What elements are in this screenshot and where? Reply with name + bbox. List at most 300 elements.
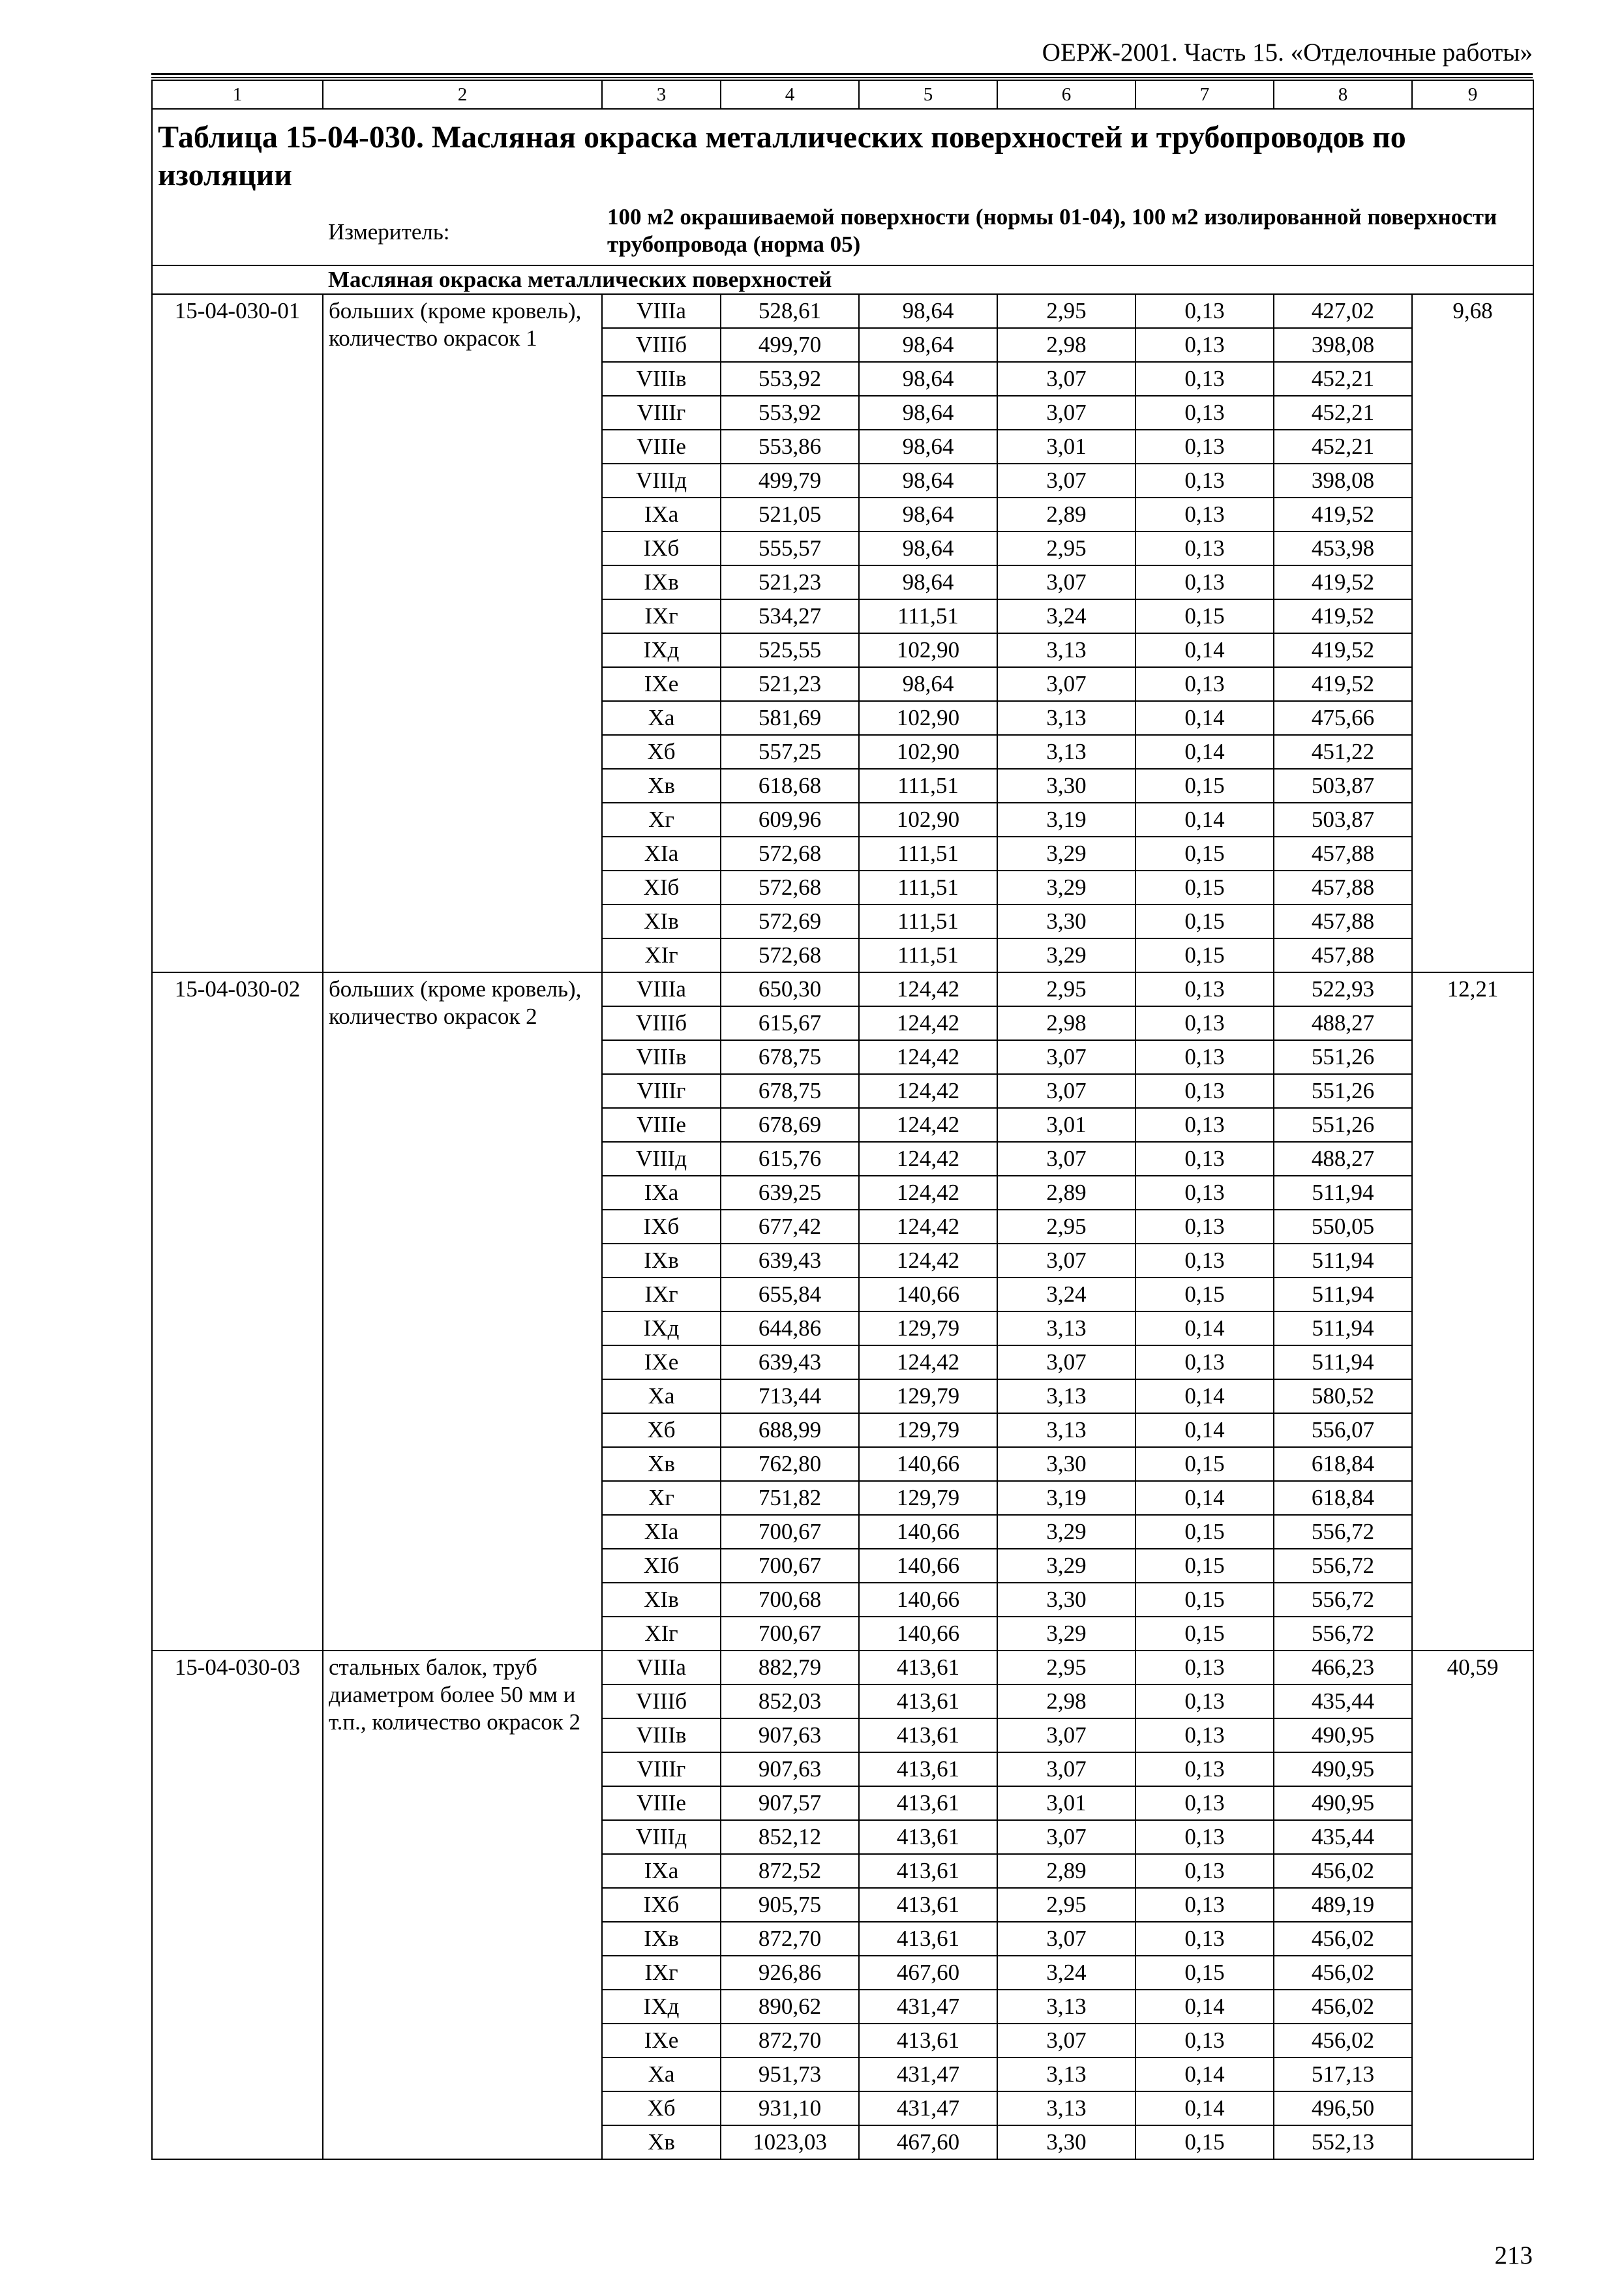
- table-title: Таблица 15-04-030. Масляная окраска металлических поверхностей и трубопроводов по изоляции: [152, 109, 1533, 200]
- total-cost-cell: 639,43: [721, 1345, 859, 1379]
- driver-wages-cell: 0,14: [1135, 2057, 1274, 2091]
- machine-cost-cell: 3,01: [997, 430, 1135, 464]
- materials-cell: 496,50: [1274, 2091, 1412, 2125]
- region-cell: VIIIв: [602, 1718, 721, 1752]
- machine-cost-cell: 3,07: [997, 1244, 1135, 1278]
- materials-cell: 551,26: [1274, 1074, 1412, 1108]
- norm-code-cell: 15-04-030-01: [152, 294, 323, 972]
- region-cell: IXв: [602, 565, 721, 599]
- page-number: 213: [1494, 2241, 1533, 2269]
- total-cost-cell: 557,25: [721, 735, 859, 769]
- materials-cell: 618,84: [1274, 1447, 1412, 1481]
- machine-cost-cell: 3,01: [997, 1108, 1135, 1142]
- materials-cell: 466,23: [1274, 1651, 1412, 1684]
- wages-cell: 98,64: [859, 396, 997, 430]
- driver-wages-cell: 0,13: [1135, 328, 1274, 362]
- norm-code-cell: 15-04-030-02: [152, 972, 323, 1651]
- section-title: Масляная окраска металлических поверхностей: [323, 265, 1533, 294]
- machine-cost-cell: 2,95: [997, 1210, 1135, 1244]
- driver-wages-cell: 0,15: [1135, 769, 1274, 803]
- machine-cost-cell: 3,13: [997, 1990, 1135, 2024]
- machine-cost-cell: 3,07: [997, 1074, 1135, 1108]
- wages-cell: 431,47: [859, 2057, 997, 2091]
- region-cell: IXа: [602, 498, 721, 531]
- materials-cell: 398,08: [1274, 328, 1412, 362]
- wages-cell: 98,64: [859, 531, 997, 565]
- wages-cell: 413,61: [859, 1718, 997, 1752]
- wages-cell: 413,61: [859, 1854, 997, 1888]
- total-cost-cell: 951,73: [721, 2057, 859, 2091]
- total-cost-cell: 882,79: [721, 1651, 859, 1684]
- driver-wages-cell: 0,15: [1135, 871, 1274, 905]
- region-cell: IXе: [602, 2024, 721, 2057]
- wages-cell: 98,64: [859, 294, 997, 328]
- total-cost-cell: 751,82: [721, 1481, 859, 1515]
- total-cost-cell: 618,68: [721, 769, 859, 803]
- materials-cell: 451,22: [1274, 735, 1412, 769]
- machine-cost-cell: 2,89: [997, 1176, 1135, 1210]
- wages-cell: 431,47: [859, 1990, 997, 2024]
- materials-cell: 457,88: [1274, 871, 1412, 905]
- total-cost-cell: 572,68: [721, 837, 859, 871]
- wages-cell: 102,90: [859, 633, 997, 667]
- measure-value: 100 м2 окрашиваемой поверхности (нормы 01-04), 100 м2 изолированной поверхности трубопровода (норма 05): [602, 200, 1533, 265]
- region-cell: XIг: [602, 938, 721, 972]
- region-cell: VIIIг: [602, 396, 721, 430]
- wages-cell: 413,61: [859, 1888, 997, 1922]
- wages-cell: 124,42: [859, 972, 997, 1006]
- region-cell: VIIIа: [602, 972, 721, 1006]
- driver-wages-cell: 0,13: [1135, 1684, 1274, 1718]
- machine-cost-cell: 3,07: [997, 565, 1135, 599]
- driver-wages-cell: 0,14: [1135, 803, 1274, 837]
- total-cost-cell: 572,68: [721, 871, 859, 905]
- machine-cost-cell: 3,07: [997, 1752, 1135, 1786]
- wages-cell: 102,90: [859, 701, 997, 735]
- region-cell: IXе: [602, 1345, 721, 1379]
- table-row: [152, 1651, 1533, 1684]
- region-cell: Xб: [602, 735, 721, 769]
- materials-cell: 452,21: [1274, 430, 1412, 464]
- total-cost-cell: 534,27: [721, 599, 859, 633]
- table-row: [152, 294, 1533, 328]
- wages-cell: 129,79: [859, 1379, 997, 1413]
- total-cost-cell: 521,23: [721, 667, 859, 701]
- wages-cell: 124,42: [859, 1074, 997, 1108]
- header-rule: [151, 73, 1533, 75]
- driver-wages-cell: 0,13: [1135, 1006, 1274, 1040]
- wages-cell: 102,90: [859, 803, 997, 837]
- region-cell: XIв: [602, 905, 721, 938]
- total-cost-cell: 609,96: [721, 803, 859, 837]
- total-cost-cell: 926,86: [721, 1956, 859, 1990]
- machine-cost-cell: 2,95: [997, 1651, 1135, 1684]
- driver-wages-cell: 0,13: [1135, 498, 1274, 531]
- region-cell: IXв: [602, 1922, 721, 1956]
- total-cost-cell: 907,63: [721, 1718, 859, 1752]
- total-cost-cell: 581,69: [721, 701, 859, 735]
- materials-cell: 435,44: [1274, 1684, 1412, 1718]
- driver-wages-cell: 0,13: [1135, 531, 1274, 565]
- materials-cell: 556,72: [1274, 1515, 1412, 1549]
- materials-cell: 453,98: [1274, 531, 1412, 565]
- region-cell: VIIIд: [602, 1820, 721, 1854]
- total-cost-cell: 713,44: [721, 1379, 859, 1413]
- region-cell: XIг: [602, 1617, 721, 1651]
- total-cost-cell: 553,92: [721, 396, 859, 430]
- region-cell: IXб: [602, 1888, 721, 1922]
- total-cost-cell: 872,70: [721, 2024, 859, 2057]
- region-cell: VIIIд: [602, 1142, 721, 1176]
- region-cell: XIб: [602, 1549, 721, 1583]
- total-cost-cell: 572,68: [721, 938, 859, 972]
- driver-wages-cell: 0,13: [1135, 565, 1274, 599]
- labor-rate-cell: 40,59: [1412, 1651, 1533, 2159]
- driver-wages-cell: 0,13: [1135, 1345, 1274, 1379]
- materials-cell: 419,52: [1274, 667, 1412, 701]
- total-cost-cell: 572,69: [721, 905, 859, 938]
- materials-cell: 503,87: [1274, 769, 1412, 803]
- machine-cost-cell: 2,95: [997, 1888, 1135, 1922]
- total-cost-cell: 931,10: [721, 2091, 859, 2125]
- total-cost-cell: 525,55: [721, 633, 859, 667]
- region-cell: VIIIе: [602, 430, 721, 464]
- region-cell: VIIIг: [602, 1752, 721, 1786]
- norm-description-cell: больших (кроме кровель), количество окрасок 1: [323, 294, 602, 972]
- materials-cell: 488,27: [1274, 1006, 1412, 1040]
- region-cell: VIIIа: [602, 294, 721, 328]
- machine-cost-cell: 3,29: [997, 871, 1135, 905]
- wages-cell: 111,51: [859, 938, 997, 972]
- driver-wages-cell: 0,13: [1135, 1108, 1274, 1142]
- region-cell: IXд: [602, 1990, 721, 2024]
- total-cost-cell: 499,70: [721, 328, 859, 362]
- wages-cell: 413,61: [859, 2024, 997, 2057]
- total-cost-cell: 700,67: [721, 1617, 859, 1651]
- driver-wages-cell: 0,13: [1135, 1888, 1274, 1922]
- wages-cell: 140,66: [859, 1549, 997, 1583]
- labor-rate-cell: 12,21: [1412, 972, 1533, 1651]
- wages-cell: 413,61: [859, 1786, 997, 1820]
- section-spacer: [152, 265, 323, 294]
- materials-cell: 490,95: [1274, 1786, 1412, 1820]
- materials-cell: 550,05: [1274, 1210, 1412, 1244]
- driver-wages-cell: 0,14: [1135, 701, 1274, 735]
- total-cost-cell: 852,03: [721, 1684, 859, 1718]
- wages-cell: 98,64: [859, 667, 997, 701]
- driver-wages-cell: 0,13: [1135, 1718, 1274, 1752]
- machine-cost-cell: 3,29: [997, 938, 1135, 972]
- title-row: [152, 109, 1533, 200]
- region-cell: VIIIб: [602, 328, 721, 362]
- region-cell: VIIIд: [602, 464, 721, 498]
- driver-wages-cell: 0,13: [1135, 1752, 1274, 1786]
- wages-cell: 111,51: [859, 769, 997, 803]
- column-number: 8: [1274, 80, 1412, 109]
- machine-cost-cell: 3,07: [997, 1718, 1135, 1752]
- materials-cell: 511,94: [1274, 1345, 1412, 1379]
- driver-wages-cell: 0,13: [1135, 1040, 1274, 1074]
- column-number: 1: [152, 80, 323, 109]
- materials-cell: 556,72: [1274, 1583, 1412, 1617]
- column-number: 4: [721, 80, 859, 109]
- region-cell: VIIIв: [602, 1040, 721, 1074]
- driver-wages-cell: 0,13: [1135, 1786, 1274, 1820]
- driver-wages-cell: 0,13: [1135, 1244, 1274, 1278]
- total-cost-cell: 678,69: [721, 1108, 859, 1142]
- region-cell: VIIIв: [602, 362, 721, 396]
- machine-cost-cell: 2,95: [997, 294, 1135, 328]
- wages-cell: 413,61: [859, 1684, 997, 1718]
- wages-cell: 124,42: [859, 1142, 997, 1176]
- total-cost-cell: 872,70: [721, 1922, 859, 1956]
- total-cost-cell: 553,86: [721, 430, 859, 464]
- machine-cost-cell: 2,98: [997, 328, 1135, 362]
- materials-cell: 452,21: [1274, 362, 1412, 396]
- total-cost-cell: 762,80: [721, 1447, 859, 1481]
- wages-cell: 111,51: [859, 837, 997, 871]
- materials-cell: 490,95: [1274, 1752, 1412, 1786]
- machine-cost-cell: 2,95: [997, 531, 1135, 565]
- region-cell: IXе: [602, 667, 721, 701]
- driver-wages-cell: 0,13: [1135, 1176, 1274, 1210]
- total-cost-cell: 700,68: [721, 1583, 859, 1617]
- materials-cell: 522,93: [1274, 972, 1412, 1006]
- driver-wages-cell: 0,15: [1135, 938, 1274, 972]
- wages-cell: 413,61: [859, 1651, 997, 1684]
- materials-cell: 580,52: [1274, 1379, 1412, 1413]
- machine-cost-cell: 3,30: [997, 2125, 1135, 2159]
- region-cell: Xа: [602, 2057, 721, 2091]
- machine-cost-cell: 3,13: [997, 735, 1135, 769]
- driver-wages-cell: 0,13: [1135, 1922, 1274, 1956]
- total-cost-cell: 852,12: [721, 1820, 859, 1854]
- total-cost-cell: 678,75: [721, 1040, 859, 1074]
- driver-wages-cell: 0,15: [1135, 905, 1274, 938]
- machine-cost-cell: 3,07: [997, 1040, 1135, 1074]
- driver-wages-cell: 0,14: [1135, 2091, 1274, 2125]
- materials-cell: 427,02: [1274, 294, 1412, 328]
- materials-cell: 618,84: [1274, 1481, 1412, 1515]
- table-row: [152, 972, 1533, 1006]
- total-cost-cell: 1023,03: [721, 2125, 859, 2159]
- total-cost-cell: 655,84: [721, 1278, 859, 1311]
- region-cell: Xг: [602, 803, 721, 837]
- materials-cell: 551,26: [1274, 1108, 1412, 1142]
- driver-wages-cell: 0,14: [1135, 1311, 1274, 1345]
- materials-cell: 419,52: [1274, 633, 1412, 667]
- materials-cell: 457,88: [1274, 938, 1412, 972]
- machine-cost-cell: 3,24: [997, 599, 1135, 633]
- materials-cell: 456,02: [1274, 1922, 1412, 1956]
- machine-cost-cell: 3,07: [997, 396, 1135, 430]
- machine-cost-cell: 3,07: [997, 667, 1135, 701]
- wages-cell: 140,66: [859, 1583, 997, 1617]
- wages-cell: 129,79: [859, 1413, 997, 1447]
- materials-cell: 457,88: [1274, 837, 1412, 871]
- total-cost-cell: 907,57: [721, 1786, 859, 1820]
- wages-cell: 129,79: [859, 1311, 997, 1345]
- region-cell: IXа: [602, 1854, 721, 1888]
- driver-wages-cell: 0,13: [1135, 2024, 1274, 2057]
- region-cell: XIа: [602, 837, 721, 871]
- materials-cell: 511,94: [1274, 1311, 1412, 1345]
- total-cost-cell: 553,92: [721, 362, 859, 396]
- wages-cell: 124,42: [859, 1006, 997, 1040]
- machine-cost-cell: 3,07: [997, 1922, 1135, 1956]
- region-cell: VIIIг: [602, 1074, 721, 1108]
- driver-wages-cell: 0,13: [1135, 1210, 1274, 1244]
- wages-cell: 124,42: [859, 1108, 997, 1142]
- total-cost-cell: 905,75: [721, 1888, 859, 1922]
- region-cell: IXб: [602, 1210, 721, 1244]
- wages-cell: 98,64: [859, 362, 997, 396]
- driver-wages-cell: 0,15: [1135, 1549, 1274, 1583]
- norm-description-cell: стальных балок, труб диаметром более 50 мм и т.п., количество окрасок 2: [323, 1651, 602, 2159]
- section-row: [152, 265, 1533, 294]
- total-cost-cell: 890,62: [721, 1990, 859, 2024]
- total-cost-cell: 615,76: [721, 1142, 859, 1176]
- machine-cost-cell: 3,07: [997, 362, 1135, 396]
- region-cell: VIIIе: [602, 1786, 721, 1820]
- region-cell: IXд: [602, 1311, 721, 1345]
- driver-wages-cell: 0,15: [1135, 1956, 1274, 1990]
- total-cost-cell: 521,23: [721, 565, 859, 599]
- total-cost-cell: 499,79: [721, 464, 859, 498]
- wages-cell: 111,51: [859, 905, 997, 938]
- machine-cost-cell: 3,24: [997, 1956, 1135, 1990]
- region-cell: Xа: [602, 1379, 721, 1413]
- materials-cell: 456,02: [1274, 2024, 1412, 2057]
- region-cell: VIIIб: [602, 1006, 721, 1040]
- driver-wages-cell: 0,15: [1135, 1447, 1274, 1481]
- wages-cell: 413,61: [859, 1820, 997, 1854]
- region-cell: Xв: [602, 769, 721, 803]
- region-cell: VIIIа: [602, 1651, 721, 1684]
- wages-cell: 140,66: [859, 1617, 997, 1651]
- wages-cell: 140,66: [859, 1278, 997, 1311]
- total-cost-cell: 677,42: [721, 1210, 859, 1244]
- region-cell: IXв: [602, 1244, 721, 1278]
- machine-cost-cell: 3,19: [997, 803, 1135, 837]
- total-cost-cell: 528,61: [721, 294, 859, 328]
- machine-cost-cell: 3,07: [997, 1345, 1135, 1379]
- column-number: 3: [602, 80, 721, 109]
- materials-cell: 456,02: [1274, 1854, 1412, 1888]
- total-cost-cell: 639,43: [721, 1244, 859, 1278]
- region-cell: IXг: [602, 1956, 721, 1990]
- materials-cell: 419,52: [1274, 498, 1412, 531]
- driver-wages-cell: 0,15: [1135, 599, 1274, 633]
- machine-cost-cell: 3,30: [997, 905, 1135, 938]
- machine-cost-cell: 3,29: [997, 1549, 1135, 1583]
- running-header: ОЕРЖ-2001. Часть 15. «Отделочные работы»: [1042, 38, 1533, 67]
- materials-cell: 556,07: [1274, 1413, 1412, 1447]
- machine-cost-cell: 3,30: [997, 1447, 1135, 1481]
- wages-cell: 413,61: [859, 1922, 997, 1956]
- total-cost-cell: 872,52: [721, 1854, 859, 1888]
- region-cell: IXг: [602, 1278, 721, 1311]
- column-number: 7: [1135, 80, 1274, 109]
- driver-wages-cell: 0,13: [1135, 362, 1274, 396]
- materials-cell: 398,08: [1274, 464, 1412, 498]
- materials-cell: 452,21: [1274, 396, 1412, 430]
- region-cell: IXд: [602, 633, 721, 667]
- norm-description-cell: больших (кроме кровель), количество окрасок 2: [323, 972, 602, 1651]
- machine-cost-cell: 3,13: [997, 1379, 1135, 1413]
- total-cost-cell: 639,25: [721, 1176, 859, 1210]
- materials-cell: 511,94: [1274, 1176, 1412, 1210]
- materials-cell: 456,02: [1274, 1956, 1412, 1990]
- region-cell: IXг: [602, 599, 721, 633]
- driver-wages-cell: 0,13: [1135, 464, 1274, 498]
- column-number: 2: [323, 80, 602, 109]
- total-cost-cell: 555,57: [721, 531, 859, 565]
- measure-row: [152, 200, 1533, 265]
- materials-cell: 517,13: [1274, 2057, 1412, 2091]
- materials-cell: 489,19: [1274, 1888, 1412, 1922]
- wages-cell: 140,66: [859, 1447, 997, 1481]
- wages-cell: 124,42: [859, 1210, 997, 1244]
- wages-cell: 98,64: [859, 464, 997, 498]
- machine-cost-cell: 3,29: [997, 1617, 1135, 1651]
- materials-cell: 556,72: [1274, 1549, 1412, 1583]
- machine-cost-cell: 2,98: [997, 1684, 1135, 1718]
- region-cell: VIIIе: [602, 1108, 721, 1142]
- materials-cell: 551,26: [1274, 1040, 1412, 1074]
- column-number: 5: [859, 80, 997, 109]
- machine-cost-cell: 3,07: [997, 1820, 1135, 1854]
- materials-cell: 456,02: [1274, 1990, 1412, 2024]
- wages-cell: 413,61: [859, 1752, 997, 1786]
- region-cell: Xв: [602, 1447, 721, 1481]
- driver-wages-cell: 0,15: [1135, 1583, 1274, 1617]
- machine-cost-cell: 3,13: [997, 1413, 1135, 1447]
- driver-wages-cell: 0,13: [1135, 1142, 1274, 1176]
- wages-cell: 129,79: [859, 1481, 997, 1515]
- column-number: 9: [1412, 80, 1533, 109]
- machine-cost-cell: 3,30: [997, 1583, 1135, 1617]
- column-number-row: [152, 80, 1533, 109]
- labor-rate-cell: 9,68: [1412, 294, 1533, 972]
- norm-code-cell: 15-04-030-03: [152, 1651, 323, 2159]
- machine-cost-cell: 2,89: [997, 1854, 1135, 1888]
- driver-wages-cell: 0,13: [1135, 1651, 1274, 1684]
- region-cell: Xв: [602, 2125, 721, 2159]
- materials-cell: 435,44: [1274, 1820, 1412, 1854]
- wages-cell: 111,51: [859, 599, 997, 633]
- materials-cell: 475,66: [1274, 701, 1412, 735]
- driver-wages-cell: 0,15: [1135, 1278, 1274, 1311]
- machine-cost-cell: 3,13: [997, 2057, 1135, 2091]
- machine-cost-cell: 3,29: [997, 837, 1135, 871]
- materials-cell: 503,87: [1274, 803, 1412, 837]
- region-cell: XIв: [602, 1583, 721, 1617]
- measure-spacer: [152, 200, 323, 265]
- materials-cell: 511,94: [1274, 1244, 1412, 1278]
- wages-cell: 124,42: [859, 1244, 997, 1278]
- region-cell: Xб: [602, 2091, 721, 2125]
- machine-cost-cell: 3,30: [997, 769, 1135, 803]
- header-rule-secondary: [151, 77, 1533, 78]
- driver-wages-cell: 0,14: [1135, 633, 1274, 667]
- materials-cell: 490,95: [1274, 1718, 1412, 1752]
- wages-cell: 124,42: [859, 1345, 997, 1379]
- materials-cell: 556,72: [1274, 1617, 1412, 1651]
- region-cell: Xа: [602, 701, 721, 735]
- driver-wages-cell: 0,14: [1135, 1990, 1274, 2024]
- driver-wages-cell: 0,14: [1135, 1379, 1274, 1413]
